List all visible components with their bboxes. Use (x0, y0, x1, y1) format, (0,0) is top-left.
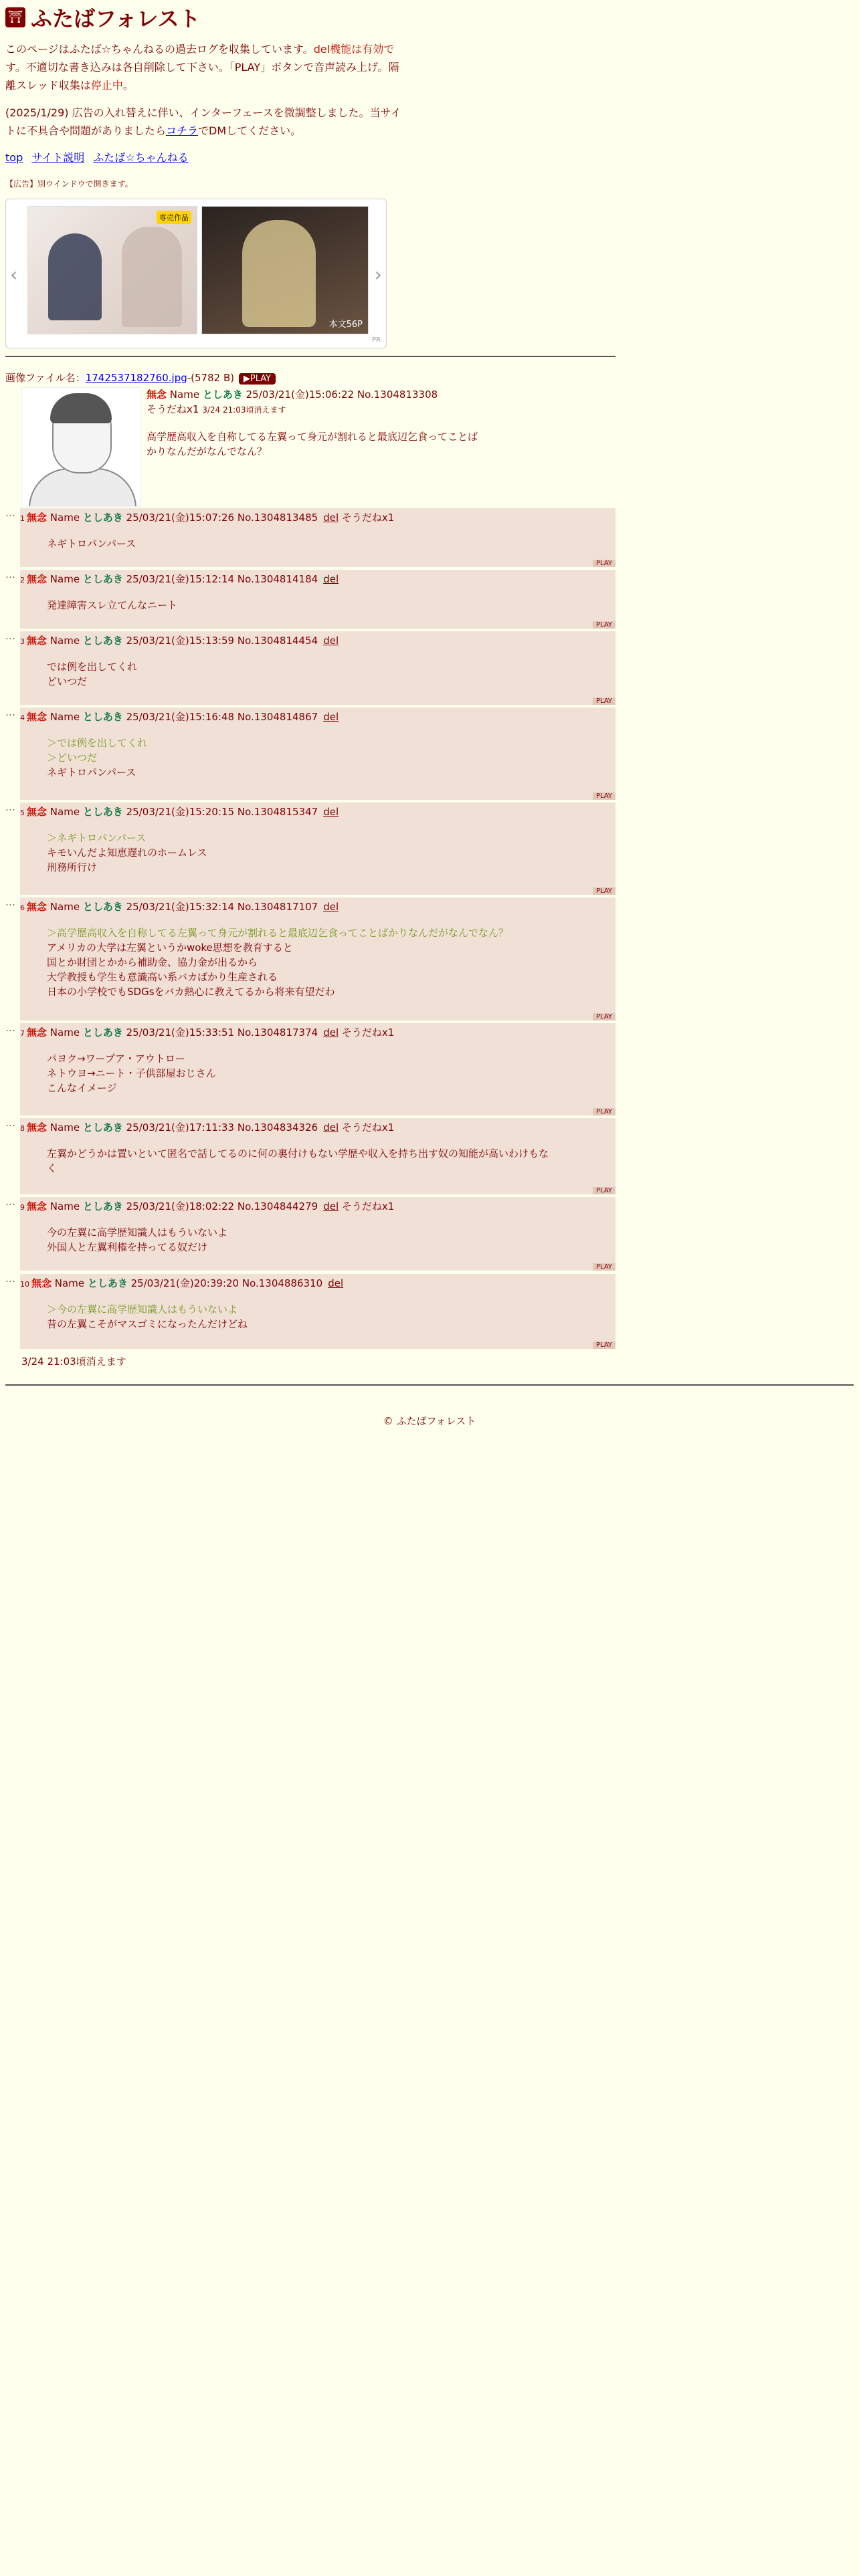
reply-subject: 無念 (27, 512, 47, 524)
reply-body (20, 1118, 615, 1194)
poster-name: としあき (82, 512, 123, 524)
intro-paragraph-1: このページはふたば☆ちゃんねるの過去ログを収集しています。del機能は有効です。不適切な書き込みは各自削除して下さい。「PLAY」ボタンで音声読み上げ。隔離スレッド収集は停止中。 (5, 43, 399, 92)
reply-number: 5 (20, 809, 25, 817)
play-button[interactable]: PLAY (593, 1187, 615, 1194)
name-label: Name (50, 1027, 80, 1039)
reply-text (47, 1302, 615, 1331)
quote-line: ＞高学歴高収入を自称してる左翼って身元が割れると最底辺乞食ってことばかりなんだがなんでなん？ (47, 927, 509, 939)
ad-carousel[interactable] (5, 199, 387, 348)
del-link[interactable]: del (323, 806, 339, 818)
intro (5, 40, 407, 140)
name-label: Name (50, 512, 80, 524)
poster-name: としあき (82, 1121, 123, 1134)
ad-image-2[interactable] (201, 206, 369, 334)
reply-body (20, 570, 615, 629)
quote-line: ＞ネギトロパンパース (47, 832, 147, 844)
text-line: ネトウヨ→ニート・子供部屋おじさん (47, 1067, 216, 1079)
text-line: 今の左翼に高学歴知識人はもういないよ (47, 1226, 228, 1239)
text-line: 国とか財団とかから補助金、協力金が出るから (47, 956, 258, 968)
name-label: Name (50, 806, 80, 818)
reply-subject: 無念 (27, 1200, 47, 1212)
text-line: く (47, 1162, 58, 1174)
reply-number: 7 (20, 1029, 25, 1038)
text-line: ネギトロパンパース (47, 538, 136, 550)
reply-subject: 無念 (27, 901, 47, 913)
reply-number: 9 (20, 1203, 25, 1212)
reply-datetime: 25/03/21(金)15:33:51 No.1304817374 (126, 1027, 318, 1039)
copyright: © ふたばフォレスト (383, 1415, 476, 1427)
poster-name: としあき (82, 1200, 123, 1212)
reply-post (5, 1197, 615, 1271)
soudane-button[interactable]: そうだねx1 (341, 512, 395, 524)
reply-text (47, 1146, 615, 1176)
name-label: Name (54, 1277, 85, 1289)
more-icon[interactable]: … (5, 630, 15, 642)
del-link[interactable]: del (323, 711, 339, 723)
play-button[interactable]: PLAY (593, 1013, 615, 1021)
reply-datetime: 25/03/21(金)15:13:59 No.1304814454 (126, 635, 318, 647)
reply-subject: 無念 (31, 1277, 52, 1289)
more-icon[interactable]: … (5, 1022, 15, 1034)
text-line: こんなイメージ (47, 1082, 117, 1094)
reply-datetime: 25/03/21(金)18:02:22 No.1304844279 (126, 1200, 318, 1212)
expire-note: 3/24 21:03頃消えます (202, 405, 286, 415)
del-link[interactable]: del (323, 573, 339, 585)
reply-number: 6 (20, 903, 25, 912)
reply-text (47, 659, 615, 689)
ad-figure (122, 227, 182, 327)
nav-futaba-link[interactable]: ふたば☆ちゃんねる (93, 151, 189, 164)
play-button[interactable]: PLAY (593, 1263, 615, 1271)
reply-subject: 無念 (27, 1027, 47, 1039)
divider (5, 1384, 854, 1386)
play-icon: ▶ (243, 374, 250, 384)
site-title[interactable]: ふたばフォレスト (31, 6, 201, 31)
chevron-left-icon[interactable]: ‹ (10, 263, 18, 286)
reply-header (20, 1274, 615, 1290)
quote-line: ＞今の左翼に高学歴知識人はもういないよ (47, 1303, 238, 1315)
op-meta (147, 402, 508, 417)
poster-name: としあき (82, 573, 123, 585)
reply-header (20, 802, 615, 819)
poster-name: としあき (82, 711, 123, 723)
reply-header (20, 1118, 615, 1134)
reply-header (20, 897, 615, 914)
reply-post (5, 570, 615, 629)
reply-datetime: 25/03/21(金)20:39:20 No.1304886310 (130, 1277, 323, 1289)
quote-line: ＞どいつだ (47, 752, 98, 764)
name-label: Name (50, 573, 80, 585)
more-icon[interactable]: … (5, 507, 15, 519)
more-icon[interactable]: … (5, 1273, 15, 1285)
reply-subject: 無念 (27, 635, 47, 647)
reply-number: 1 (20, 514, 25, 523)
intro-paragraph-2: (2025/1/29) 広告の入れ替えに伴い、インターフェースを微調整しました。当サイトに不具合や問題がありましたらコチラでDMしてください。 (5, 106, 401, 137)
forest-logo-icon: ⛩ (5, 7, 25, 27)
reply-datetime: 25/03/21(金)15:12:14 No.1304814184 (126, 573, 318, 585)
site-header (5, 4, 854, 31)
reply-body (20, 802, 615, 895)
chevron-right-icon[interactable]: › (374, 263, 382, 286)
del-link[interactable]: del (328, 1277, 344, 1289)
play-button[interactable]: PLAY (593, 1341, 615, 1349)
ad-figure (48, 233, 102, 320)
ad-page-count: 本文56P (328, 320, 363, 330)
more-icon[interactable]: … (5, 568, 15, 580)
text-line: ネギトロパンパース (47, 766, 136, 778)
reply-header (20, 1197, 615, 1213)
play-button[interactable]: ▶ PLAY (239, 373, 276, 385)
del-link[interactable]: del (323, 901, 339, 913)
reply-text (47, 598, 615, 613)
soudane-button[interactable]: そうだねx1 (341, 1200, 395, 1212)
ad-note: 【広告】別ウインドウで開きます。 (5, 179, 133, 189)
more-icon[interactable]: … (5, 801, 15, 813)
ad-pr-label: PR (372, 336, 381, 344)
play-button[interactable]: PLAY (593, 1108, 615, 1115)
reply-datetime: 25/03/21(金)15:20:15 No.1304815347 (126, 806, 318, 818)
reply-number: 3 (20, 637, 25, 646)
reply-text (47, 926, 615, 999)
divider (5, 356, 615, 357)
reply-post (5, 631, 615, 705)
ad-badge: 専売作品 (157, 211, 191, 224)
reply-post (5, 708, 615, 800)
text-line: キモいんだよ知恵遅れのホームレス (47, 847, 207, 859)
soudane-button[interactable]: そうだねx1 (147, 403, 199, 415)
play-button[interactable]: PLAY (593, 697, 615, 705)
reply-header (20, 1023, 615, 1039)
reply-text (47, 831, 615, 875)
del-link[interactable]: del (323, 1027, 339, 1039)
reply-subject: 無念 (27, 573, 47, 585)
reply-text (47, 736, 615, 780)
nav-top-link[interactable]: top (5, 151, 23, 164)
reply-body (20, 1197, 615, 1271)
reply-number: 8 (20, 1124, 25, 1133)
name-label: Name (50, 635, 80, 647)
reply-datetime: 25/03/21(金)15:07:26 No.1304813485 (126, 512, 318, 524)
reply-body (20, 508, 615, 567)
text-line: 刑務所行け (47, 861, 98, 873)
soudane-button[interactable]: そうだねx1 (341, 1027, 395, 1039)
reply-post (5, 1274, 615, 1349)
text-line: 大学教授も学生も意識高い系バカばかり生産される (47, 971, 278, 983)
reply-body (20, 1274, 615, 1349)
reply-datetime: 25/03/21(金)15:32:14 No.1304817107 (126, 901, 318, 913)
portrait-body (29, 468, 136, 507)
reply-post (5, 508, 615, 567)
play-button[interactable]: PLAY (593, 887, 615, 895)
reply-post (5, 802, 615, 895)
expire-footer: 3/24 21:03頃消えます (21, 1356, 126, 1368)
soudane-button[interactable]: そうだねx1 (341, 1121, 395, 1134)
play-button[interactable]: PLAY (593, 560, 615, 567)
reply-number: 2 (20, 576, 25, 584)
reply-subject: 無念 (27, 806, 47, 818)
text-line: 左翼かどうかは置いといて匿名で話してるのに何の裏付けもない学歴や収入を持ち出す奴の知能が高いわけもな (47, 1148, 549, 1160)
name-label: Name (50, 711, 80, 723)
reply-header (20, 631, 615, 647)
reply-body (20, 631, 615, 705)
ad-figure (242, 220, 316, 327)
reply-text (47, 536, 615, 551)
reply-datetime: 25/03/21(金)17:11:33 No.1304834326 (126, 1121, 318, 1134)
text-line: では例を出してくれ (47, 661, 138, 673)
more-icon[interactable]: … (5, 1196, 15, 1208)
reply-number: 10 (20, 1280, 29, 1289)
poster-name: としあき (82, 806, 123, 818)
reply-body (20, 897, 615, 1021)
play-button[interactable]: PLAY (593, 792, 615, 800)
reply-header (20, 570, 615, 586)
name-label: Name (50, 901, 80, 913)
del-link[interactable]: del (323, 1121, 339, 1134)
reply-text (47, 1225, 615, 1255)
more-icon[interactable]: … (5, 1117, 15, 1129)
reply-subject: 無念 (27, 711, 47, 723)
text-line: どいつだ (47, 675, 88, 687)
reply-post (5, 897, 615, 1021)
quote-line: ＞では例を出してくれ (47, 737, 148, 749)
name-label: Name (50, 1200, 80, 1212)
text-line: パヨク→ワープア・アウトロー (47, 1053, 185, 1065)
text-line: アメリカの大学は左翼というかwoke思想を教育すると (47, 942, 293, 954)
reply-datetime: 25/03/21(金)15:16:48 No.1304814867 (126, 711, 318, 723)
poster-name: としあき (82, 635, 123, 647)
reply-body (20, 1023, 615, 1115)
name-label: Name (50, 1121, 80, 1134)
ad-image-1[interactable] (27, 206, 197, 334)
poster-name: としあき (82, 901, 123, 913)
file-link[interactable]: 1742537182760.jpg (85, 372, 187, 384)
del-link[interactable]: del (323, 635, 339, 647)
nav-links (5, 149, 854, 165)
portrait-hair (50, 393, 112, 423)
poster-name: としあき (87, 1277, 128, 1289)
del-link[interactable]: del (323, 1200, 339, 1212)
file-info: 画像ファイル名：1742537182760.jpg-(5782 B) ▶ PLAY (5, 370, 615, 385)
op-text: 高学歴高収入を自称してる左翼って身元が割れると最底辺乞食ってことば かりなんだがなんでなん？ (147, 431, 478, 457)
op-header: 無念 Name としあき 25/03/21(金)15:06:22 No.1304813308 (147, 389, 438, 401)
reply-header (20, 708, 615, 724)
nav-about-link[interactable]: サイト説明 (31, 151, 85, 164)
thread-op (5, 370, 615, 507)
reply-header (20, 508, 615, 524)
poster-name: としあき (82, 1027, 123, 1039)
text-line: 発達障害スレ立てんなニート (47, 599, 178, 611)
reply-body (20, 708, 615, 800)
reply-post (5, 1118, 615, 1194)
play-button[interactable]: PLAY (593, 621, 615, 629)
text-line: 外国人と左翼利権を持ってる奴だけ (47, 1241, 208, 1253)
more-icon[interactable]: … (5, 896, 15, 908)
reply-text (47, 1051, 615, 1095)
del-link[interactable]: del (323, 512, 339, 524)
contact-link[interactable]: コチラ (166, 124, 199, 137)
text-line: 日本の小学校でもSDGsをバカ熱心に教えてるから将来有望だわ (47, 986, 335, 998)
reply-post (5, 1023, 615, 1115)
reply-number: 4 (20, 714, 25, 722)
thread-image[interactable] (21, 387, 141, 507)
text-line: 昔の左翼こそがマスゴミになったんだけどね (47, 1318, 248, 1330)
reply-subject: 無念 (27, 1121, 47, 1134)
more-icon[interactable]: … (5, 706, 15, 718)
